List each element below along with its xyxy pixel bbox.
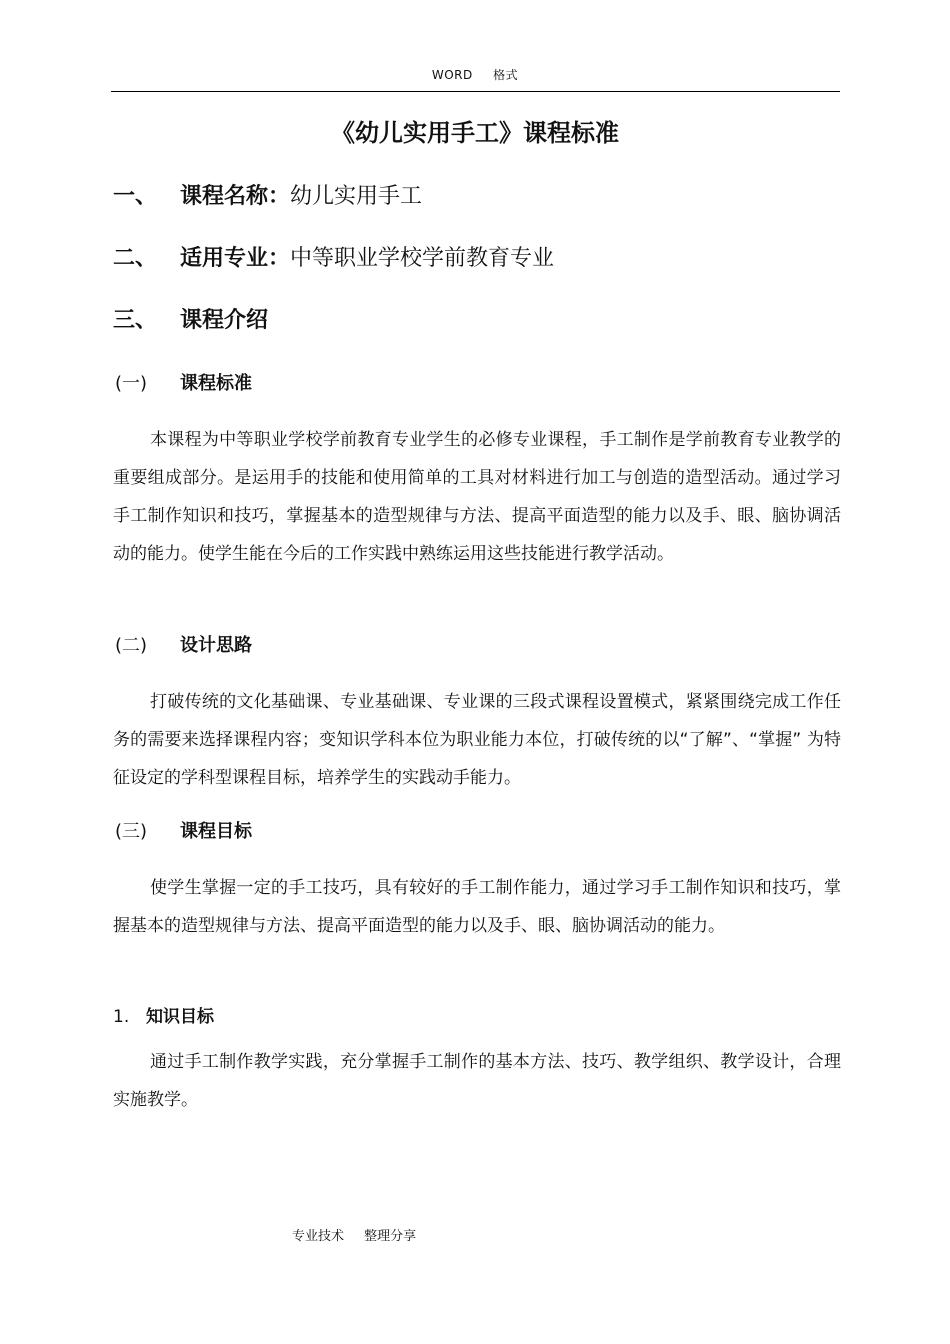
subsection-label: 设计思路 xyxy=(180,635,252,656)
section-number: 三、 xyxy=(113,308,158,333)
subsection-course-goals xyxy=(115,817,252,843)
page-header xyxy=(0,66,950,83)
paragraph-course-goals: 使学生掌握一定的手工技巧，具有较好的手工制作能力，通过学习手工制作知识和技巧，掌握基本的造型规律与方法、提高平面造型的能力以及手、眼、脑协调活动的能力。 xyxy=(113,878,841,936)
section-course-name xyxy=(113,179,422,210)
section-course-intro xyxy=(113,303,268,334)
section-label: 课程名称： xyxy=(180,184,291,209)
subsection-number: (一) xyxy=(115,373,148,394)
footer-right: 整理分享 xyxy=(364,1229,417,1244)
subsection-number: (三) xyxy=(115,821,148,842)
document-title: 《幼儿实用手工》课程标准 xyxy=(331,119,619,147)
header-word: WORD xyxy=(431,68,473,82)
item-number: 1. xyxy=(113,1007,130,1027)
section-number: 一、 xyxy=(113,184,158,209)
section-value: 中等职业学校学前教育专业 xyxy=(290,246,555,271)
subsection-label: 课程标准 xyxy=(180,373,252,394)
section-applicable-major xyxy=(113,241,554,272)
item-knowledge-goals xyxy=(113,1002,214,1027)
paragraph-course-standard: 本课程为中等职业学校学前教育专业学生的必修专业课程，手工制作是学前教育专业教学的重要组成部分。是运用手的技能和使用简单的工具对材料进行加工与创造的造型活动。通过学习手工制作知识和技巧，掌握基本的造型规律与方法、提高平面造型的能力以及手、眼、脑协调活动的能力。使学生能在今后的工作实践中熟练运用这些技能进行教学活动。 xyxy=(113,430,841,564)
paragraph-design-idea: 打破传统的文化基础课、专业基础课、专业课的三段式课程设置模式，紧紧围绕完成工作任务的需要来选择课程内容；变知识学科本位为职业能力本位，打破传统的以“了解”、“掌握” 为特征设定的学科型课程目标，培养学生的实践动手能力。 xyxy=(113,692,841,788)
section-number: 二、 xyxy=(113,246,158,271)
header-rule xyxy=(111,91,840,92)
section-value: 幼儿实用手工 xyxy=(290,184,423,209)
item-label: 知识目标 xyxy=(146,1007,214,1027)
paragraph-knowledge-goals: 通过手工制作教学实践，充分掌握手工制作的基本方法、技巧、教学组织、教学设计，合理实施教学。 xyxy=(113,1052,841,1110)
page-footer xyxy=(292,1225,416,1244)
subsection-course-standard xyxy=(115,369,252,395)
subsection-label: 课程目标 xyxy=(180,821,252,842)
subsection-design-idea xyxy=(115,631,252,657)
footer-left: 专业技术 xyxy=(292,1229,345,1244)
section-label: 课程介绍 xyxy=(180,308,269,333)
subsection-number: (二) xyxy=(115,635,148,656)
header-format: 格式 xyxy=(493,68,519,82)
section-label: 适用专业： xyxy=(180,246,291,271)
